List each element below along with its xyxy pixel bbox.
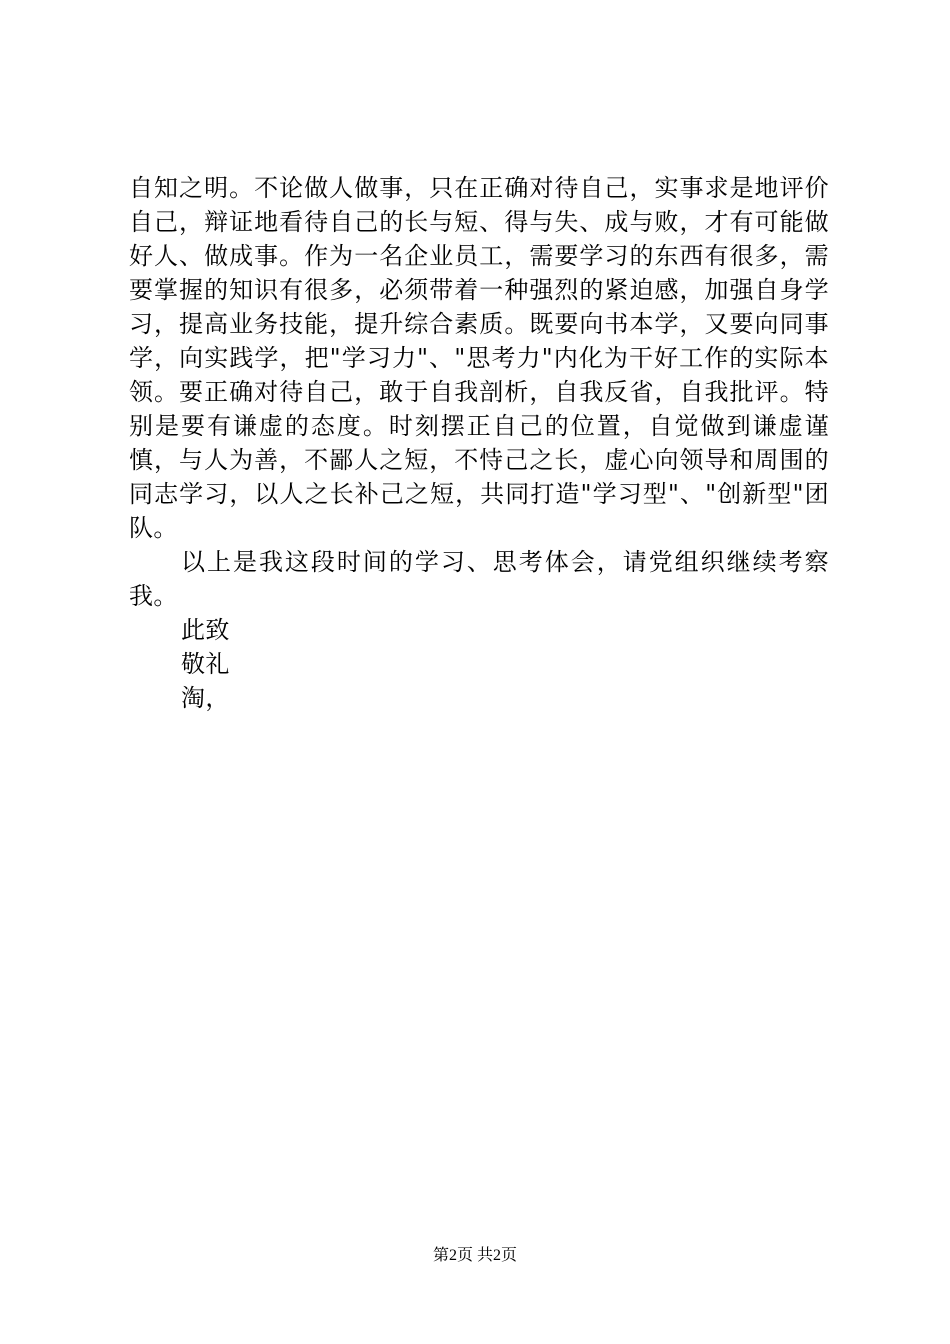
closing-salutation: 此致 (181, 616, 230, 644)
closing-signature: 淘， (181, 684, 230, 712)
paragraph-main: 自知之明。不论做人做事，只在正确对待自己，实事求是地评价自己，辩证地看待自己的长与短、得与失、成与败，才有可能做好人、做成事。作为一名企业员工，需要学习的东西有很多，需要掌握的知识有很多，必须带着一种强烈的紧迫感，加强自身学习，提高业务技能，提升综合素质。既要向书本学，又要向同事学，向实践学，把"学习力"、"思考力"内化为干好工作的实际本领。要正确对待自己，敢于自我剖析，自我反省，自我批评。特别是要有谦虚的态度。时刻摆正自己的位置，自觉做到谦虚谨慎，与人为善，不鄙人之短，不恃己之长，虚心向领导和周围的同志学习，以人之长补己之短，共同打造"学习型"、"创新型"团队。 (129, 174, 829, 542)
document-body (129, 171, 829, 715)
page-number-label: 第2页 共2页 (432, 1247, 517, 1264)
paragraph-conclusion: 以上是我这段时间的学习、思考体会，请党组织继续考察我。 (129, 548, 829, 610)
page-footer (0, 1245, 950, 1267)
closing-regards: 敬礼 (181, 650, 230, 678)
